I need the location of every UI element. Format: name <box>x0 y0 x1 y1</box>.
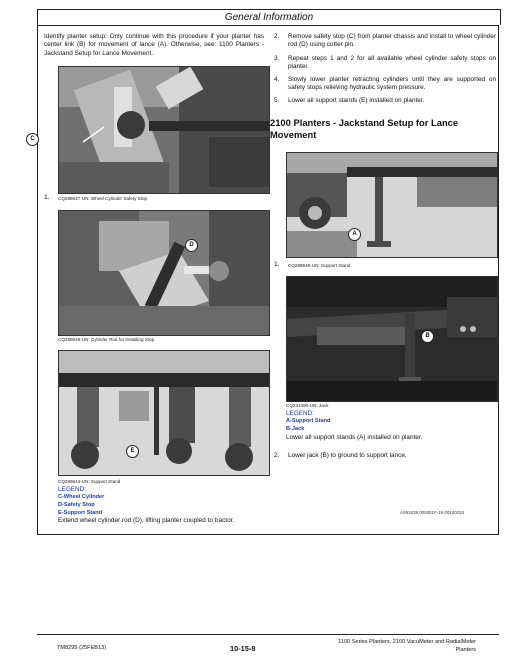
extend-instruction: Extend wheel cylinder rod (D), lifting planter coupled to tractor. <box>58 517 235 524</box>
fig3-caption: CQ289644-UN: Support Stand <box>58 479 121 484</box>
callout-b: B <box>421 330 434 343</box>
figure-support-stand-left <box>58 350 270 476</box>
right-step-5 <box>274 97 496 107</box>
left-step-1-number: 1. <box>44 194 50 201</box>
figure-jack <box>286 276 498 402</box>
page-title: General Information <box>224 12 314 23</box>
lower-instruction: Lower all support stands (A) installed on planter. <box>286 434 423 441</box>
figure-cylinder-rod <box>58 210 270 336</box>
fig4-caption: CQ289648-UN: Support Stand <box>288 263 351 268</box>
footer-page-number: 10-15-8 <box>230 644 256 653</box>
right-step-3 <box>274 55 496 73</box>
left-legend-title: LEGEND: <box>58 486 87 493</box>
step-number: 2. <box>274 33 280 40</box>
figure-wheel-cylinder-safety-stop <box>58 66 270 194</box>
callout-a: A <box>348 228 361 241</box>
step-text: Slowly lower planter retracting cylinders until they are supported on safety stops relieving hydraulic system pressure. <box>288 76 496 92</box>
footer-rule <box>37 634 499 635</box>
figure-support-stand-right <box>286 152 498 258</box>
step-number: 4. <box>274 76 280 83</box>
step-text: Lower all support stands (E) installed on planter. <box>288 97 425 104</box>
right-legend-title: LEGEND: <box>286 410 315 417</box>
step-number: 5. <box>274 97 280 104</box>
legend-item-b: B-Jack <box>286 426 305 432</box>
legend-item-e: E-Support Stand <box>58 510 103 516</box>
callout-c: C <box>26 133 39 146</box>
footer-title-line-1: 1100 Series Planters, 2100 VacuMeter and RadialMeter <box>338 639 476 645</box>
page-header <box>37 9 501 25</box>
footer-manual-title <box>300 638 476 654</box>
section-heading: 2100 Planters - Jackstand Setup for Lance Movement <box>270 117 459 140</box>
right-step-2 <box>274 33 496 51</box>
legend-item-a: A-Support Stand <box>286 418 331 424</box>
step-number: 2. <box>274 452 280 459</box>
right-step-1-number: 1. <box>274 261 280 268</box>
step-text: Remove safety stop (C) from planter chassis and install to wheel cylinder rod (D) using cotter pin. <box>288 33 496 49</box>
reference-code: AS63438,000001F-19-20120224 <box>400 510 464 515</box>
step-text: Repeat steps 1 and 2 for all available wheel cylinder safety stops on planter. <box>288 55 496 71</box>
intro-paragraph: Identify planter setup: Only continue with this procedure if your planter has center link (B) for movement of lance (A). Otherwise, see: 1100 Planters - Jackstand Setup for Lance Movement. <box>44 33 264 57</box>
step-number: 3. <box>274 55 280 62</box>
legend-item-c: C-Wheel Cylinder <box>58 494 105 500</box>
callout-d: D <box>185 239 198 252</box>
right-step-2b <box>274 452 496 462</box>
callout-e: E <box>126 445 139 458</box>
footer-title-line-2: Planters <box>455 647 476 653</box>
legend-item-d: D-Safety Stop <box>58 502 95 508</box>
step-text: Lower jack (B) to ground to support lance. <box>288 452 407 459</box>
fig5-caption: CQ231390-UN: Jack <box>286 403 329 408</box>
fig1-caption: CQ289647-UN: Wheel Cylinder Safety Stop <box>58 196 148 201</box>
footer-manual-id: TM8295 (25FEB13) <box>57 645 107 651</box>
fig2-caption: CQ289646-UN: Cylinder Rod for Installing Stop <box>58 337 155 342</box>
right-step-4 <box>274 76 496 94</box>
